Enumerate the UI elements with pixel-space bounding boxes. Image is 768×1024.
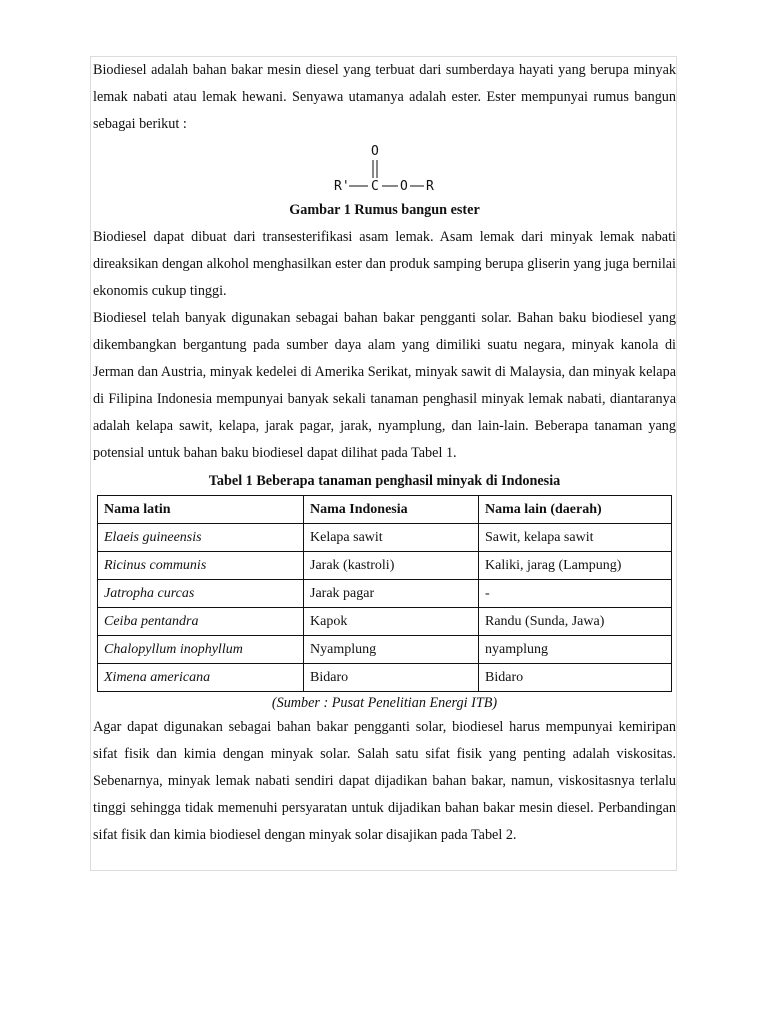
figure-caption: Gambar 1 Rumus bangun ester — [289, 202, 480, 218]
ester-structure-diagram — [93, 140, 676, 196]
indonesian-name-cell: Kapok — [304, 608, 479, 636]
table-row — [98, 608, 672, 636]
table-row — [98, 524, 672, 552]
paragraph-transesterification: Biodiesel dapat dibuat dari transesterifikasi asam lemak. Asam lemak dari minyak lemak nabati direaksikan dengan alkohol menghasilkan ester dan produk samping berupa gliserin yang juga bernilai ekonomis cukup tinggi. — [93, 229, 676, 299]
local-name-cell: nyamplung — [479, 636, 672, 664]
plant-oil-table — [97, 495, 672, 692]
local-name-cell: Kaliki, jarag (Lampung) — [479, 552, 672, 580]
latin-name-cell: Jatropha curcas — [98, 580, 304, 608]
local-name-cell: - — [479, 580, 672, 608]
indonesian-name-cell: Jarak pagar — [304, 580, 479, 608]
ester-oxygen-label: O — [400, 179, 408, 194]
table-caption: Tabel 1 Beberapa tanaman penghasil minyak di Indonesia — [208, 473, 561, 489]
document-content — [93, 57, 676, 849]
indonesian-name-cell: Kelapa sawit — [304, 524, 479, 552]
carbon-label: C — [371, 179, 379, 194]
local-name-cell: Bidaro — [479, 664, 672, 692]
indonesian-name-cell: Jarak (kastroli) — [304, 552, 479, 580]
column-header-local-name: Nama lain (daerah) — [479, 496, 672, 524]
paragraph-viscosity: Agar dapat digunakan sebagai bahan bakar pengganti solar, biodiesel harus mempunyai kemiripan sifat fisik dan kimia dengan minyak solar. Salah satu sifat fisik yang penting adalah viskositas. Sebenarnya, minyak lemak nabati sendiri dapat dijadikan bahan bakar, namun, viskositasnya terlalu tinggi sehingga tidak memenuhi persyaratan untuk dijadikan bahan bakar mesin diesel. Perbandingan sifat fisik dan kimia biodiesel dengan minyak solar disajikan pada Tabel 2. — [93, 719, 676, 843]
column-header-latin-name: Nama latin — [98, 496, 304, 524]
local-name-cell: Sawit, kelapa sawit — [479, 524, 672, 552]
r-prime-label: R' — [334, 179, 350, 194]
latin-name-cell: Elaeis guineensis — [98, 524, 304, 552]
table-header-row — [98, 496, 672, 524]
table-row — [98, 580, 672, 608]
document-page — [90, 56, 677, 871]
carbonyl-oxygen-label: O — [371, 144, 379, 159]
ester-structure-figure — [93, 140, 676, 196]
table-source: (Sumber : Pusat Penelitian Energi ITB) — [271, 695, 498, 711]
column-header-indonesian-name: Nama Indonesia — [304, 496, 479, 524]
indonesian-name-cell: Nyamplung — [304, 636, 479, 664]
indonesian-name-cell: Bidaro — [304, 664, 479, 692]
latin-name-cell: Ceiba pentandra — [98, 608, 304, 636]
latin-name-cell: Chalopyllum inophyllum — [98, 636, 304, 664]
paragraph-raw-materials: Biodiesel telah banyak digunakan sebagai bahan bakar pengganti solar. Bahan baku biodiesel yang dikembangkan bergantung pada sumber daya alam yang dimiliki suatu negara, minyak kanola di Jerman dan Austria, minyak kedelei di Amerika Serikat, minyak sawit di Malaysia, dan minyak kelapa di Filipina Indonesia mempunyai banyak sekali tanaman penghasil minyak lemak nabati, diantaranya adalah kelapa sawit, kelapa, jarak pagar, jarak, nyamplung, dan lain-lain. Beberapa tanaman yang potensial untuk bahan baku biodiesel dapat dilihat pada Tabel 1. — [93, 310, 676, 461]
table-row — [98, 636, 672, 664]
table-row — [98, 664, 672, 692]
local-name-cell: Randu (Sunda, Jawa) — [479, 608, 672, 636]
latin-name-cell: Ximena americana — [98, 664, 304, 692]
intro-paragraph: Biodiesel adalah bahan bakar mesin diesel yang terbuat dari sumberdaya hayati yang berupa minyak lemak nabati atau lemak hewani. Senyawa utamanya adalah ester. Ester mempunyai rumus bangun sebagai berikut : — [93, 62, 676, 132]
latin-name-cell: Ricinus communis — [98, 552, 304, 580]
table-row — [98, 552, 672, 580]
r-label: R — [426, 179, 434, 194]
